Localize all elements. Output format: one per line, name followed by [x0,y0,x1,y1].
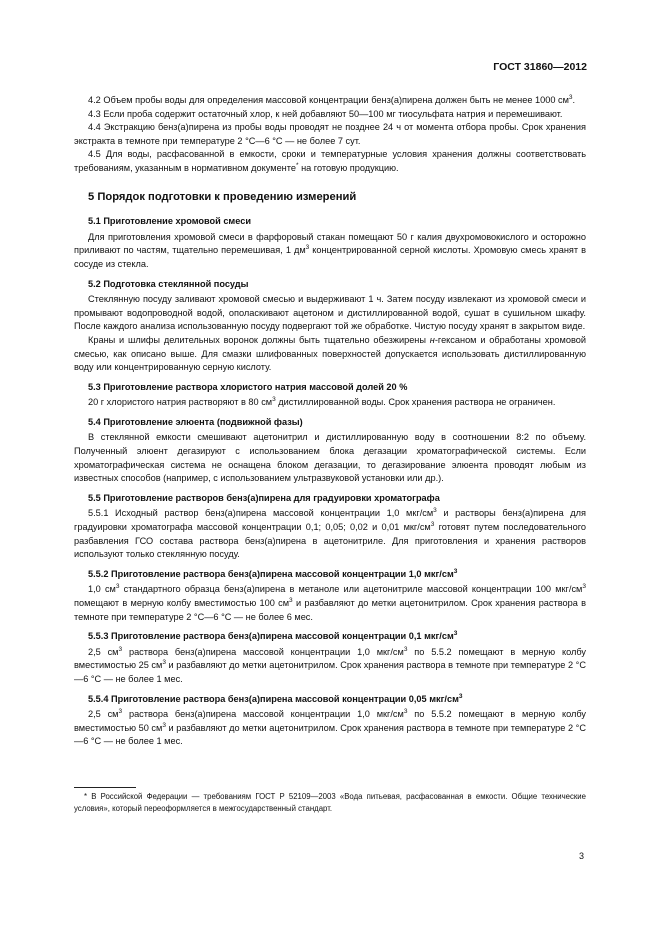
section-5-1-title: 5.1 Приготовление хромовой смеси [88,216,251,227]
section-5-5-1-text: 5.5.1 Исходный раствор бенз(а)пирена массовой концентрации 1,0 мкг/$см^3$ и растворы бенз(а)пирена для градуировки хроматографа массовой концентрации 0,1; 0,05; 0,02 и 0,01 мкг/$см^3$ готовят путем последовательного разбавления ГСО состава раствора бенз(а)пирена в ацетонитриле. Для приготовления и хранения растворов используют только стеклянную посуду. [74,507,587,560]
section-5-title: 5 Порядок подготовки к проведению измерений [88,190,357,203]
section-5-1-text: Для приготовления хромовой смеси в фарфоровый стакан помещают 50 г калия двухромовокислого и осторожно приливают по частям, тщательно перемешивая, 1 $дм^3$ концентрированной серной кислоты. Хромовую смесь хранят в сосуде из стекла. [74,231,586,269]
section-5-5-3-title: 5.5.3 Приготовление раствора бенз(а)пирена массовой концентрации 0,1 мкг/$см^3$ [88,630,458,642]
page-number: 3 [578,851,584,861]
document-body [74,94,586,749]
paragraph-4-5: 4.5 Для воды, расфасованной в емкости, сроки и температурные условия хранения должны соответствовать требованиям, указанным в нормативном документе* на готовую продукцию. [74,149,586,173]
section-5-5-2-text: 1,0 $см^3$ стандартного образца бенз(а)пирена в метаноле или ацетонитриле массовой концентрации 100 мкг/$см^3$ помещают в мерную колбу вместимостью 100 $см^3$ и разбавляют до метки ацетонитрилом. Срок хранения раствора в темноте при температуре 2 °C—6 °C — не более 6 мес. [74,583,586,622]
section-5-5-4-text: 2,5 $см^3$ раствора бенз(а)пирена массовой концентрации 1,0 мкг/$см^3$ по 5.5.2 помещают в мерную колбу вместимостью 50 $см^3$ и разбавляют до метки ацетонитрилом. Срок хранения раствора в темноте при температуре 2 °C—6 °C — не более 1 мес. [74,708,586,747]
section-5-4-title: 5.4 Приготовление элюента (подвижной фазы) [88,416,303,427]
paragraph-4-3: 4.3 Если проба содержит остаточный хлор, к ней добавляют 50—100 мг тиосульфата натрия и перемешивают. [88,108,563,119]
section-5-4-text: В стеклянной емкости смешивают ацетонитрил и дистиллированную воду в соотношении 8:2 по объему. Полученный элюент дегазируют с использованием блока дегазации хроматографической системы. Если хроматографическая система не оснащена блоком дегазации, то дегазирование элюента проводят любым из известных способов (например, с использованием ультразвуковой установки или др.). [74,432,586,484]
section-5-5-4-title: 5.5.4 Приготовление раствора бенз(а)пирена массовой концентрации 0,05 мкг/$см^3$ [88,692,463,704]
standard-header: ГОСТ 31860—2012 [493,61,587,73]
footnote-text: * В Российской Федерации — требованиям ГОСТ Р 52109—2003 «Вода питьевая, расфасованная в емкости. Общие технические условия», который переоформляется в межгосударственный стандарт. [74,792,586,813]
section-5-5-2-title: 5.5.2 Приготовление раствора бенз(а)пирена массовой концентрации 1,0 мкг/$см^3$ [88,567,458,579]
footnote-divider [74,787,136,788]
paragraph-4-4: 4.4 Экстракцию бенз(а)пирена из пробы воды проводят не позднее 24 ч от момента отбора пробы. Срок хранения экстракта в темноте при температуре 2 °C—6 °C — не более 7 сут. [74,122,586,146]
section-5-5-3-text: 2,5 $см^3$ раствора бенз(а)пирена массовой концентрации 1,0 мкг/$см^3$ по 5.5.2 помещают в мерную колбу вместимостью 25 $см^3$ и разбавляют до метки ацетонитрилом. Срок хранения раствора в темноте при температуре 2 °C—6 °C — не более 1 мес. [74,645,586,684]
section-5-2-para2: Краны и шлифы делительных воронок должны быть тщательно обезжирены н-гексаном и обработаны хромовой смесью, как описано выше. Для смазки шлифованных поверхностей допускается использовать дистиллированную воду или концентрированную серную кислоту. [74,334,586,373]
paragraph-4-2: 4.2 Объем пробы воды для определения массовой концентрации бенз(а)пирена должен быть не менее 1000 $см^3$. [88,94,576,105]
section-5-2-title: 5.2 Подготовка стеклянной посуды [88,278,249,289]
section-5-5-title: 5.5 Приготовление растворов бенз(а)пирена для градуировки хроматографа [88,492,440,503]
section-5-3-text: 20 г хлористого натрия растворяют в 80 $см^3$ дистиллированной воды. Срок хранения раствора не ограничен. [88,396,556,408]
footnote [74,791,586,815]
section-5-3-title: 5.3 Приготовление раствора хлористого натрия массовой долей 20 % [88,381,408,392]
section-5-2-para1: Стеклянную посуду заливают хромовой смесью и выдерживают 1 ч. Затем посуду извлекают из хромовой смеси и промывают водопроводной водой, ополаскивают ацетоном и дистиллированной водой, сушат в сушильном шкафу. После каждого анализа использованную посуду подвергают той же обработке. Чистую посуду хранят в закрытом виде. [74,294,586,332]
